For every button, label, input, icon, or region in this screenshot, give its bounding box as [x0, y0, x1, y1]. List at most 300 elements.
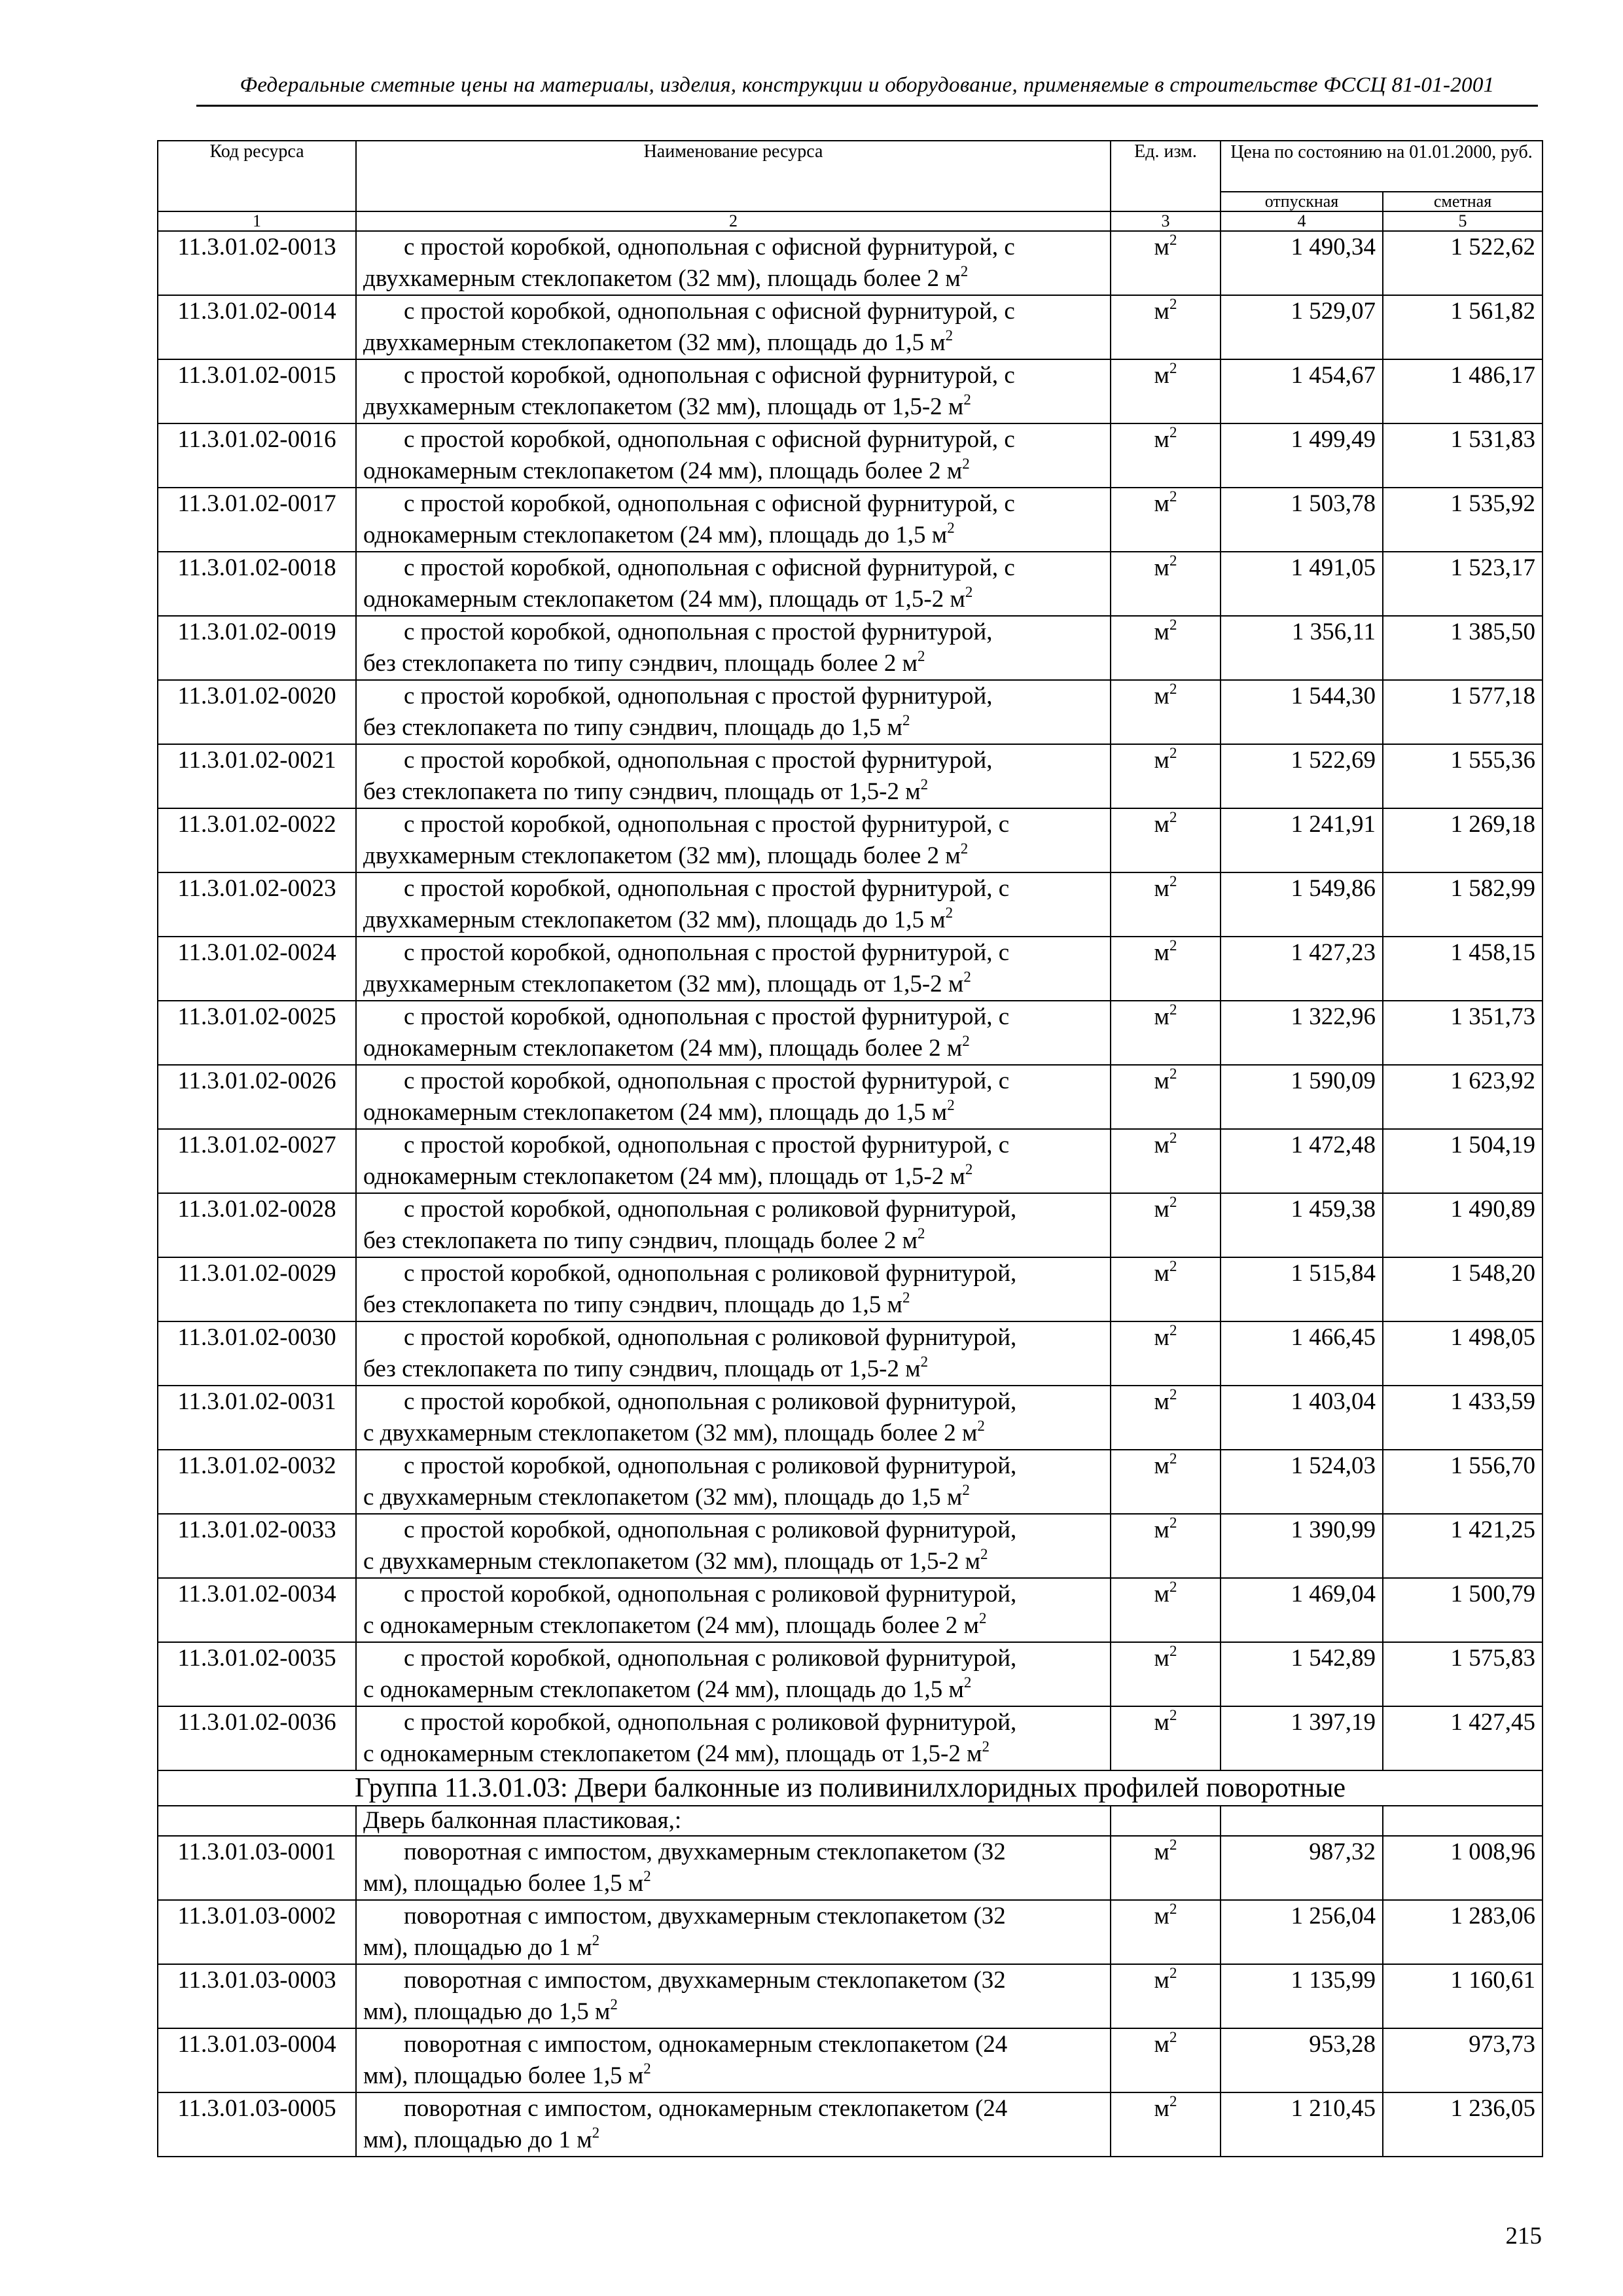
empty-cell — [158, 1806, 356, 1836]
release-price: 1 544,30 — [1221, 680, 1383, 744]
resource-name — [356, 295, 1111, 359]
resource-name-line2: с двухкамерным стеклопакетом (32 мм), площадь до 1,5 м — [363, 1484, 963, 1511]
resource-code: 11.3.01.02-0014 — [158, 295, 356, 359]
running-header: Федеральные сметные цены на материалы, изделия, конструкции и оборудование, применяемые в строительстве ФССЦ 81-01-2001 — [240, 73, 1495, 97]
unit-cell — [1111, 616, 1221, 680]
table-row — [158, 1900, 1543, 1964]
col-number: 2 — [356, 211, 1111, 231]
estimate-price: 1 283,06 — [1383, 1900, 1543, 1964]
price-table — [157, 140, 1543, 2157]
resource-name-line1: с простой коробкой, однопольная с офисной фурнитурой, с — [404, 426, 1015, 453]
table-row — [158, 231, 1543, 295]
unit-text: м — [1154, 939, 1169, 966]
resource-name — [356, 1706, 1111, 1770]
resource-code: 11.3.01.02-0022 — [158, 808, 356, 872]
unit-cell — [1111, 1578, 1221, 1642]
unit-power: 2 — [918, 1225, 925, 1242]
estimate-price: 1 556,70 — [1383, 1450, 1543, 1514]
estimate-price: 1 555,36 — [1383, 744, 1543, 808]
resource-code: 11.3.01.02-0031 — [158, 1386, 356, 1450]
unit-text: м — [1154, 1388, 1169, 1415]
resource-code: 11.3.01.02-0024 — [158, 937, 356, 1001]
resource-name-line2-wrap — [363, 520, 1103, 551]
resource-name-line1: с простой коробкой, однопольная с офисной фурнитурой, с — [404, 298, 1015, 325]
unit-power: 2 — [1169, 1257, 1177, 1274]
unit-power: 2 — [918, 647, 925, 664]
unit-power: 2 — [978, 1609, 987, 1626]
table-row — [158, 616, 1543, 680]
unit-cell — [1111, 872, 1221, 937]
unit-power: 2 — [945, 904, 954, 921]
resource-name — [356, 488, 1111, 552]
unit-power: 2 — [1169, 1001, 1177, 1018]
resource-name-line1: с простой коробкой, однопольная с простой фурнитурой, с — [404, 939, 1010, 966]
unit-power: 2 — [643, 1867, 651, 1884]
unit-power: 2 — [965, 583, 973, 600]
resource-name-line2-wrap — [363, 969, 1103, 1000]
resource-name-line2-wrap — [363, 2125, 1103, 2156]
unit-power: 2 — [1169, 231, 1177, 248]
resource-name-line2-wrap — [363, 648, 1103, 679]
unit-power: 2 — [1169, 1386, 1177, 1403]
resource-name-line1: с простой коробкой, однопольная с офисной фурнитурой, с — [404, 362, 1015, 389]
unit-cell — [1111, 1642, 1221, 1706]
group-heading: Группа 11.3.01.03: Двери балконные из поливинилхлоридных профилей поворотные — [158, 1770, 1543, 1806]
estimate-price: 1 561,82 — [1383, 295, 1543, 359]
resource-name-line2: с двухкамерным стеклопакетом (32 мм), площадь от 1,5-2 м — [363, 1548, 981, 1575]
col-number: 5 — [1383, 211, 1543, 231]
estimate-price: 1 522,62 — [1383, 231, 1543, 295]
unit-cell — [1111, 1900, 1221, 1964]
estimate-price: 1 351,73 — [1383, 1001, 1543, 1065]
resource-name-line2: мм), площадью более 1,5 м — [363, 2062, 644, 2089]
table-row — [158, 1450, 1543, 1514]
resource-name-line2: двухкамерным стеклопакетом (32 мм), площадь от 1,5-2 м — [363, 971, 964, 997]
unit-power: 2 — [947, 1096, 955, 1113]
estimate-price: 1 498,05 — [1383, 1321, 1543, 1386]
unit-power: 2 — [1169, 1193, 1177, 1210]
release-price: 1 472,48 — [1221, 1129, 1383, 1193]
unit-text: м — [1154, 2031, 1169, 2058]
resource-name-line2: с однокамерным стеклопакетом (24 мм), площадь от 1,5-2 м — [363, 1740, 982, 1767]
resource-name-line1: поворотная с импостом, двухкамерным стеклопакетом (32 — [404, 1967, 1006, 1994]
unit-cell — [1111, 423, 1221, 488]
resource-name — [356, 1514, 1111, 1578]
resource-name-line2: двухкамерным стеклопакетом (32 мм), площадь от 1,5-2 м — [363, 393, 964, 420]
table-row — [158, 2028, 1543, 2092]
estimate-price: 1 535,92 — [1383, 488, 1543, 552]
resource-name-line2: без стеклопакета по типу сэндвич, площадь более 2 м — [363, 1227, 918, 1254]
table-row — [158, 1706, 1543, 1770]
unit-cell — [1111, 1001, 1221, 1065]
table-row — [158, 1578, 1543, 1642]
unit-power: 2 — [945, 327, 954, 344]
release-price: 1 322,96 — [1221, 1001, 1383, 1065]
release-price: 953,28 — [1221, 2028, 1383, 2092]
unit-power: 2 — [1169, 423, 1177, 440]
resource-name-line1: с простой коробкой, однопольная с простой фурнитурой, — [404, 619, 993, 645]
unit-power: 2 — [592, 1931, 600, 1948]
estimate-price: 1 582,99 — [1383, 872, 1543, 937]
unit-cell — [1111, 231, 1221, 295]
unit-power: 2 — [1169, 1578, 1177, 1595]
resource-name-line2: без стеклопакета по типу сэндвич, площадь от 1,5-2 м — [363, 1355, 921, 1382]
resource-name-line2-wrap — [363, 1289, 1103, 1321]
unit-power: 2 — [947, 519, 955, 536]
header-rule — [196, 105, 1538, 107]
unit-power: 2 — [1169, 1450, 1177, 1467]
release-price: 1 491,05 — [1221, 552, 1383, 616]
resource-name-line1: с простой коробкой, однопольная с офисной фурнитурой, с — [404, 490, 1015, 517]
resource-name-line1: с простой коробкой, однопольная с роликовой фурнитурой, — [404, 1260, 1017, 1287]
release-price: 1 390,99 — [1221, 1514, 1383, 1578]
release-price: 1 403,04 — [1221, 1386, 1383, 1450]
unit-cell — [1111, 680, 1221, 744]
resource-name — [356, 937, 1111, 1001]
unit-text: м — [1154, 1452, 1169, 1479]
unit-cell — [1111, 1065, 1221, 1129]
resource-name-line2-wrap — [363, 1161, 1103, 1193]
resource-name — [356, 2092, 1111, 2157]
table-body-group-02 — [158, 231, 1543, 1770]
release-price: 1 469,04 — [1221, 1578, 1383, 1642]
resource-name — [356, 1578, 1111, 1642]
unit-power: 2 — [1169, 2092, 1177, 2109]
unit-cell — [1111, 1836, 1221, 1900]
unit-power: 2 — [1169, 680, 1177, 697]
release-price: 1 459,38 — [1221, 1193, 1383, 1257]
resource-name-line2: двухкамерным стеклопакетом (32 мм), площадь более 2 м — [363, 842, 961, 869]
resource-code: 11.3.01.02-0025 — [158, 1001, 356, 1065]
resource-code: 11.3.01.02-0018 — [158, 552, 356, 616]
estimate-price: 1 385,50 — [1383, 616, 1543, 680]
resource-name — [356, 1642, 1111, 1706]
estimate-price: 1 486,17 — [1383, 359, 1543, 423]
unit-power: 2 — [963, 391, 971, 408]
resource-name-line1: с простой коробкой, однопольная с роликовой фурнитурой, — [404, 1709, 1017, 1736]
resource-name-line1: с простой коробкой, однопольная с роликовой фурнитурой, — [404, 1196, 1017, 1223]
resource-name-line1: с простой коробкой, однопольная с роликовой фурнитурой, — [404, 1581, 1017, 1607]
unit-cell — [1111, 1321, 1221, 1386]
unit-text: м — [1154, 1324, 1169, 1351]
unit-power: 2 — [1169, 1129, 1177, 1146]
unit-text: м — [1154, 1839, 1169, 1865]
resource-name — [356, 1065, 1111, 1129]
release-price: 1 590,09 — [1221, 1065, 1383, 1129]
resource-name-line1: с простой коробкой, однопольная с офисной фурнитурой, с — [404, 554, 1015, 581]
release-price: 987,32 — [1221, 1836, 1383, 1900]
estimate-price: 1 575,83 — [1383, 1642, 1543, 1706]
resource-code: 11.3.01.02-0023 — [158, 872, 356, 937]
resource-name-line2-wrap — [363, 1097, 1103, 1128]
resource-name — [356, 1129, 1111, 1193]
estimate-price: 1 523,17 — [1383, 552, 1543, 616]
unit-power: 2 — [1169, 552, 1177, 569]
resource-code: 11.3.01.03-0002 — [158, 1900, 356, 1964]
unit-power: 2 — [1169, 937, 1177, 954]
resource-name-line2-wrap — [363, 1418, 1103, 1449]
unit-power: 2 — [592, 2124, 600, 2141]
table-row — [158, 1129, 1543, 1193]
estimate-price: 1 490,89 — [1383, 1193, 1543, 1257]
resource-code: 11.3.01.02-0021 — [158, 744, 356, 808]
resource-code: 11.3.01.02-0036 — [158, 1706, 356, 1770]
unit-power: 2 — [977, 1417, 985, 1434]
unit-text: м — [1154, 362, 1169, 389]
resource-name-line2: двухкамерным стеклопакетом (32 мм), площадь до 1,5 м — [363, 906, 946, 933]
table-row — [158, 1257, 1543, 1321]
resource-name-line2: без стеклопакета по типу сэндвич, площадь от 1,5-2 м — [363, 778, 921, 805]
resource-name — [356, 359, 1111, 423]
resource-name-line2-wrap — [363, 584, 1103, 615]
resource-name-line2-wrap — [363, 1482, 1103, 1513]
unit-cell — [1111, 1257, 1221, 1321]
unit-power: 2 — [1169, 2028, 1177, 2045]
unit-cell — [1111, 359, 1221, 423]
group-subheading: Дверь балконная пластиковая,: — [356, 1806, 1111, 1836]
unit-text: м — [1154, 1003, 1169, 1030]
resource-name-line1: с простой коробкой, однопольная с простой фурнитурой, — [404, 747, 993, 774]
unit-text: м — [1154, 1903, 1169, 1929]
table-row — [158, 1193, 1543, 1257]
table-row — [158, 423, 1543, 488]
unit-power: 2 — [1169, 808, 1177, 825]
release-price: 1 210,45 — [1221, 2092, 1383, 2157]
estimate-price: 1 160,61 — [1383, 1964, 1543, 2028]
resource-name — [356, 680, 1111, 744]
release-price: 1 466,45 — [1221, 1321, 1383, 1386]
release-price: 1 427,23 — [1221, 937, 1383, 1001]
resource-name — [356, 1001, 1111, 1065]
col-header-estimate-price: сметная — [1383, 192, 1543, 211]
resource-name — [356, 1450, 1111, 1514]
release-price: 1 499,49 — [1221, 423, 1383, 488]
resource-name — [356, 1386, 1111, 1450]
unit-text: м — [1154, 490, 1169, 517]
empty-cell — [1221, 1806, 1383, 1836]
resource-name-line2: однокамерным стеклопакетом (24 мм), площадь до 1,5 м — [363, 522, 948, 548]
resource-name-line2-wrap — [363, 1674, 1103, 1706]
resource-code: 11.3.01.02-0013 — [158, 231, 356, 295]
unit-power: 2 — [1169, 1321, 1177, 1338]
resource-name-line2: однокамерным стеклопакетом (24 мм), площадь более 2 м — [363, 457, 963, 484]
release-price: 1 454,67 — [1221, 359, 1383, 423]
release-price: 1 524,03 — [1221, 1450, 1383, 1514]
unit-power: 2 — [902, 711, 910, 728]
unit-power: 2 — [1169, 1514, 1177, 1531]
unit-power: 2 — [1169, 1836, 1177, 1853]
resource-code: 11.3.01.02-0027 — [158, 1129, 356, 1193]
unit-text: м — [1154, 1645, 1169, 1672]
unit-text: м — [1154, 811, 1169, 838]
resource-name-line1: с простой коробкой, однопольная с роликовой фурнитурой, — [404, 1516, 1017, 1543]
unit-text: м — [1154, 875, 1169, 902]
resource-code: 11.3.01.02-0020 — [158, 680, 356, 744]
unit-power: 2 — [1169, 295, 1177, 312]
release-price: 1 515,84 — [1221, 1257, 1383, 1321]
unit-power: 2 — [1169, 1642, 1177, 1659]
estimate-price: 1 236,05 — [1383, 2092, 1543, 2157]
resource-code: 11.3.01.02-0029 — [158, 1257, 356, 1321]
col-number: 3 — [1111, 211, 1221, 231]
unit-power: 2 — [902, 1289, 910, 1306]
release-price: 1 397,19 — [1221, 1706, 1383, 1770]
unit-cell — [1111, 1450, 1221, 1514]
resource-code: 11.3.01.03-0004 — [158, 2028, 356, 2092]
resource-code: 11.3.01.02-0019 — [158, 616, 356, 680]
table-row — [158, 1001, 1543, 1065]
unit-cell — [1111, 1514, 1221, 1578]
resource-name-line1: с простой коробкой, однопольная с офисной фурнитурой, с — [404, 234, 1015, 260]
unit-power: 2 — [643, 2060, 651, 2077]
unit-text: м — [1154, 1516, 1169, 1543]
resource-name-line1: с простой коробкой, однопольная с простой фурнитурой, с — [404, 1132, 1010, 1158]
release-price: 1 542,89 — [1221, 1642, 1383, 1706]
resource-name-line1: поворотная с импостом, двухкамерным стеклопакетом (32 — [404, 1839, 1006, 1865]
estimate-price: 1 421,25 — [1383, 1514, 1543, 1578]
resource-name — [356, 744, 1111, 808]
resource-name — [356, 552, 1111, 616]
resource-name-line2: с однокамерным стеклопакетом (24 мм), площадь более 2 м — [363, 1612, 979, 1639]
resource-name-line2-wrap — [363, 840, 1103, 872]
unit-power: 2 — [610, 1996, 618, 2013]
col-number: 4 — [1221, 211, 1383, 231]
resource-name — [356, 1964, 1111, 2028]
resource-name-line2-wrap — [363, 1225, 1103, 1257]
estimate-price: 1 008,96 — [1383, 1836, 1543, 1900]
estimate-price: 1 548,20 — [1383, 1257, 1543, 1321]
table-row — [158, 744, 1543, 808]
estimate-price: 1 458,15 — [1383, 937, 1543, 1001]
resource-code: 11.3.01.03-0005 — [158, 2092, 356, 2157]
unit-power: 2 — [1169, 1065, 1177, 1082]
release-price: 1 490,34 — [1221, 231, 1383, 295]
resource-name — [356, 808, 1111, 872]
estimate-price: 1 500,79 — [1383, 1578, 1543, 1642]
resource-name-line1: с простой коробкой, однопольная с простой фурнитурой, с — [404, 1003, 1010, 1030]
estimate-price: 1 531,83 — [1383, 423, 1543, 488]
resource-name-line2: без стеклопакета по типу сэндвич, площадь до 1,5 м — [363, 714, 902, 741]
resource-name — [356, 2028, 1111, 2092]
unit-text: м — [1154, 1260, 1169, 1287]
unit-power: 2 — [962, 1032, 970, 1049]
col-number: 1 — [158, 211, 356, 231]
resource-name — [356, 1193, 1111, 1257]
resource-name-line2: мм), площадью до 1 м — [363, 2126, 592, 2153]
resource-name-line2: с однокамерным стеклопакетом (24 мм), площадь до 1,5 м — [363, 1676, 964, 1703]
resource-code: 11.3.01.02-0026 — [158, 1065, 356, 1129]
unit-power: 2 — [963, 1674, 972, 1691]
col-header-unit: Ед. изм. — [1111, 141, 1221, 211]
empty-cell — [1111, 1806, 1221, 1836]
resource-name-line2: без стеклопакета по типу сэндвич, площадь более 2 м — [363, 650, 918, 677]
unit-power: 2 — [1169, 1964, 1177, 1981]
unit-text: м — [1154, 298, 1169, 325]
estimate-price: 1 427,45 — [1383, 1706, 1543, 1770]
resource-name-line2-wrap — [363, 776, 1103, 808]
estimate-price: 1 269,18 — [1383, 808, 1543, 872]
resource-name-line2-wrap — [363, 263, 1103, 295]
resource-code: 11.3.01.02-0032 — [158, 1450, 356, 1514]
resource-code: 11.3.01.02-0030 — [158, 1321, 356, 1386]
resource-name-line2: с двухкамерным стеклопакетом (32 мм), площадь более 2 м — [363, 1420, 978, 1446]
resource-name-line2-wrap — [363, 1610, 1103, 1641]
table-row — [158, 937, 1543, 1001]
resource-name-line2: двухкамерным стеклопакетом (32 мм), площадь до 1,5 м — [363, 329, 946, 356]
resource-name-line2-wrap — [363, 1738, 1103, 1770]
group-section — [158, 1770, 1543, 1836]
resource-name-line2-wrap — [363, 1546, 1103, 1577]
unit-power: 2 — [962, 455, 970, 472]
resource-name-line2: однокамерным стеклопакетом (24 мм), площадь до 1,5 м — [363, 1099, 948, 1126]
unit-power: 2 — [1169, 744, 1177, 761]
unit-text: м — [1154, 747, 1169, 774]
table-row — [158, 552, 1543, 616]
unit-power: 2 — [1169, 359, 1177, 376]
estimate-price: 1 623,92 — [1383, 1065, 1543, 1129]
unit-cell — [1111, 1706, 1221, 1770]
resource-name-line1: поворотная с импостом, двухкамерным стеклопакетом (32 — [404, 1903, 1006, 1929]
resource-name-line1: поворотная с импостом, однокамерным стеклопакетом (24 — [404, 2095, 1008, 2122]
resource-code: 11.3.01.02-0033 — [158, 1514, 356, 1578]
unit-text: м — [1154, 554, 1169, 581]
estimate-price: 1 433,59 — [1383, 1386, 1543, 1450]
table-row — [158, 1514, 1543, 1578]
table-row — [158, 359, 1543, 423]
resource-code: 11.3.01.02-0015 — [158, 359, 356, 423]
resource-name-line2-wrap — [363, 391, 1103, 423]
resource-name-line2-wrap — [363, 1996, 1103, 2028]
release-price: 1 241,91 — [1221, 808, 1383, 872]
resource-name-line2-wrap — [363, 712, 1103, 744]
unit-text: м — [1154, 1132, 1169, 1158]
unit-text: м — [1154, 683, 1169, 709]
unit-power: 2 — [962, 1481, 970, 1498]
estimate-price: 1 504,19 — [1383, 1129, 1543, 1193]
empty-cell — [1383, 1806, 1543, 1836]
unit-power: 2 — [980, 1545, 988, 1562]
unit-power: 2 — [1169, 1706, 1177, 1723]
release-price: 1 529,07 — [1221, 295, 1383, 359]
resource-name-line2: мм), площадью до 1,5 м — [363, 1998, 611, 2025]
table-row — [158, 1642, 1543, 1706]
unit-power: 2 — [1169, 488, 1177, 505]
unit-cell — [1111, 552, 1221, 616]
unit-cell — [1111, 1386, 1221, 1450]
resource-code: 11.3.01.02-0035 — [158, 1642, 356, 1706]
resource-name-line2: однокамерным стеклопакетом (24 мм), площадь более 2 м — [363, 1035, 963, 1062]
estimate-price: 1 577,18 — [1383, 680, 1543, 744]
resource-name-line2: без стеклопакета по типу сэндвич, площадь до 1,5 м — [363, 1291, 902, 1318]
unit-power: 2 — [960, 840, 969, 857]
unit-power: 2 — [1169, 616, 1177, 633]
unit-cell — [1111, 744, 1221, 808]
resource-name — [356, 231, 1111, 295]
resource-name — [356, 1900, 1111, 1964]
unit-power: 2 — [963, 968, 971, 985]
estimate-price: 973,73 — [1383, 2028, 1543, 2092]
unit-text: м — [1154, 1196, 1169, 1223]
unit-power: 2 — [965, 1160, 973, 1177]
unit-text: м — [1154, 619, 1169, 645]
resource-name-line2: однокамерным стеклопакетом (24 мм), площадь от 1,5-2 м — [363, 1163, 965, 1190]
resource-code: 11.3.01.03-0001 — [158, 1836, 356, 1900]
unit-cell — [1111, 937, 1221, 1001]
release-price: 1 522,69 — [1221, 744, 1383, 808]
table-body-group-03 — [158, 1836, 1543, 2157]
release-price: 1 135,99 — [1221, 1964, 1383, 2028]
release-price: 1 256,04 — [1221, 1900, 1383, 1964]
